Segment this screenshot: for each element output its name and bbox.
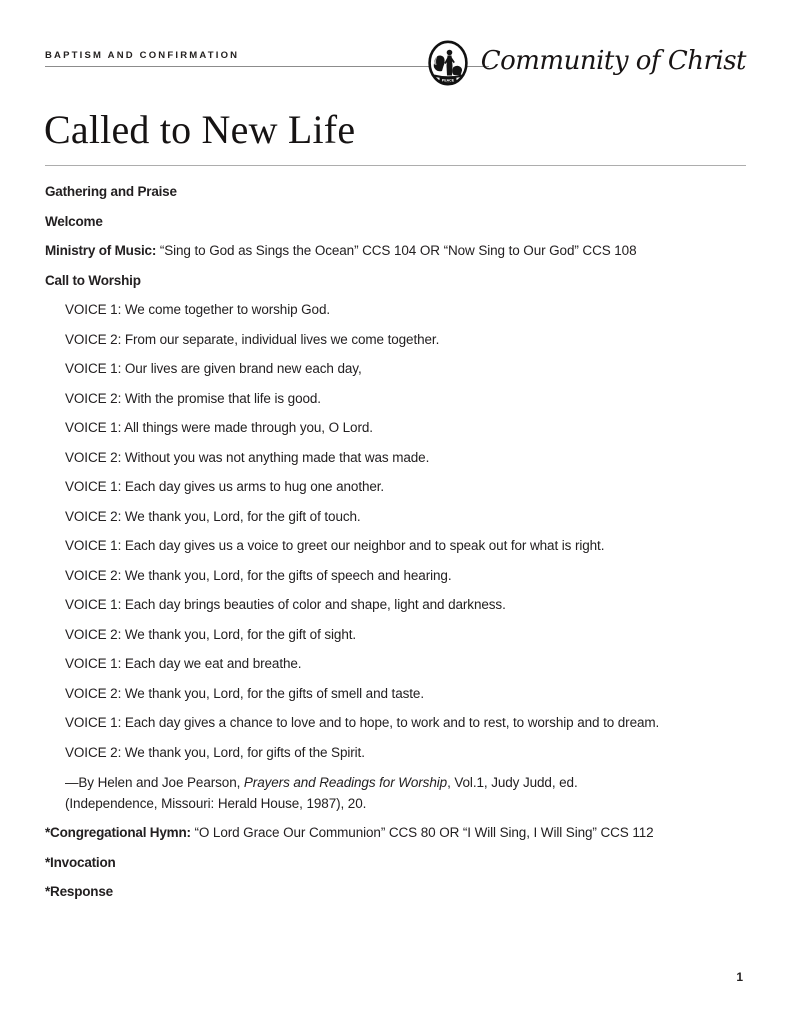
header-rule [45, 66, 489, 67]
program-attribution: —By Helen and Joe Pearson, Prayers and Readings for Worship, Vol.1, Judy Judd, ed. (Independence, Missouri: Herald House, 1987), 20. [65, 775, 578, 811]
page-number: 1 [736, 970, 743, 984]
program-heading: *Response [45, 884, 113, 899]
program-voice-line: VOICE 2: We thank you, Lord, for the gifts of smell and taste. [65, 685, 424, 701]
program-heading: Call to Worship [45, 272, 141, 288]
brand-wordmark: Community of Christ [480, 46, 746, 76]
program-voice-line: VOICE 1: Each day we eat and breathe. [65, 656, 302, 671]
program-voice-line: VOICE 2: Without you was not anything made that was made. [65, 449, 430, 465]
program-heading: *Invocation [45, 854, 116, 870]
page-title: Called to New Life [44, 107, 356, 152]
program-voice-line: VOICE 1: Each day gives a chance to love and to hope, to work and to rest, to worship and to dream. [65, 715, 660, 730]
peace-seal-icon [428, 40, 468, 86]
program [45, 183, 751, 913]
program-heading: Gathering and Praise [45, 184, 177, 199]
program-voice-line: VOICE 2: From our separate, individual lives we come together. [65, 331, 440, 347]
title-divider [45, 165, 746, 166]
program-voice-line: VOICE 2: We thank you, Lord, for the gifts of speech and hearing. [65, 567, 452, 583]
brand-lockup [428, 40, 746, 86]
program-voice-line: VOICE 1: Our lives are given brand new each day, [65, 361, 362, 376]
program-voice-line: VOICE 1: Each day brings beauties of color and shape, light and darkness. [65, 597, 506, 612]
program-heading: Ministry of Music: “Sing to God as Sings the Ocean” CCS 104 OR “Now Sing to Our God” CCS 108 [45, 243, 637, 258]
seal-peace-label: PEACE [441, 78, 454, 83]
program-voice-line: VOICE 1: All things were made through you, O Lord. [65, 420, 373, 435]
program-voice-line: VOICE 2: We thank you, Lord, for the gift of touch. [65, 508, 361, 524]
program-voice-line: VOICE 1: Each day gives us arms to hug one another. [65, 479, 385, 494]
program-voice-line: VOICE 1: Each day gives us a voice to greet our neighbor and to speak out for what is right. [65, 538, 605, 553]
page-header [45, 40, 746, 92]
program-heading: Welcome [45, 213, 103, 229]
program-voice-line: VOICE 1: We come together to worship God. [65, 302, 331, 317]
section-eyebrow: BAPTISM AND CONFIRMATION [45, 50, 240, 61]
program-heading: *Congregational Hymn: “O Lord Grace Our Communion” CCS 80 OR “I Will Sing, I Will Sing” CCS 112 [45, 825, 654, 840]
program-voice-line: VOICE 2: We thank you, Lord, for gifts of the Spirit. [65, 744, 365, 760]
program-voice-line: VOICE 2: With the promise that life is good. [65, 390, 321, 406]
program-voice-line: VOICE 2: We thank you, Lord, for the gift of sight. [65, 626, 357, 642]
